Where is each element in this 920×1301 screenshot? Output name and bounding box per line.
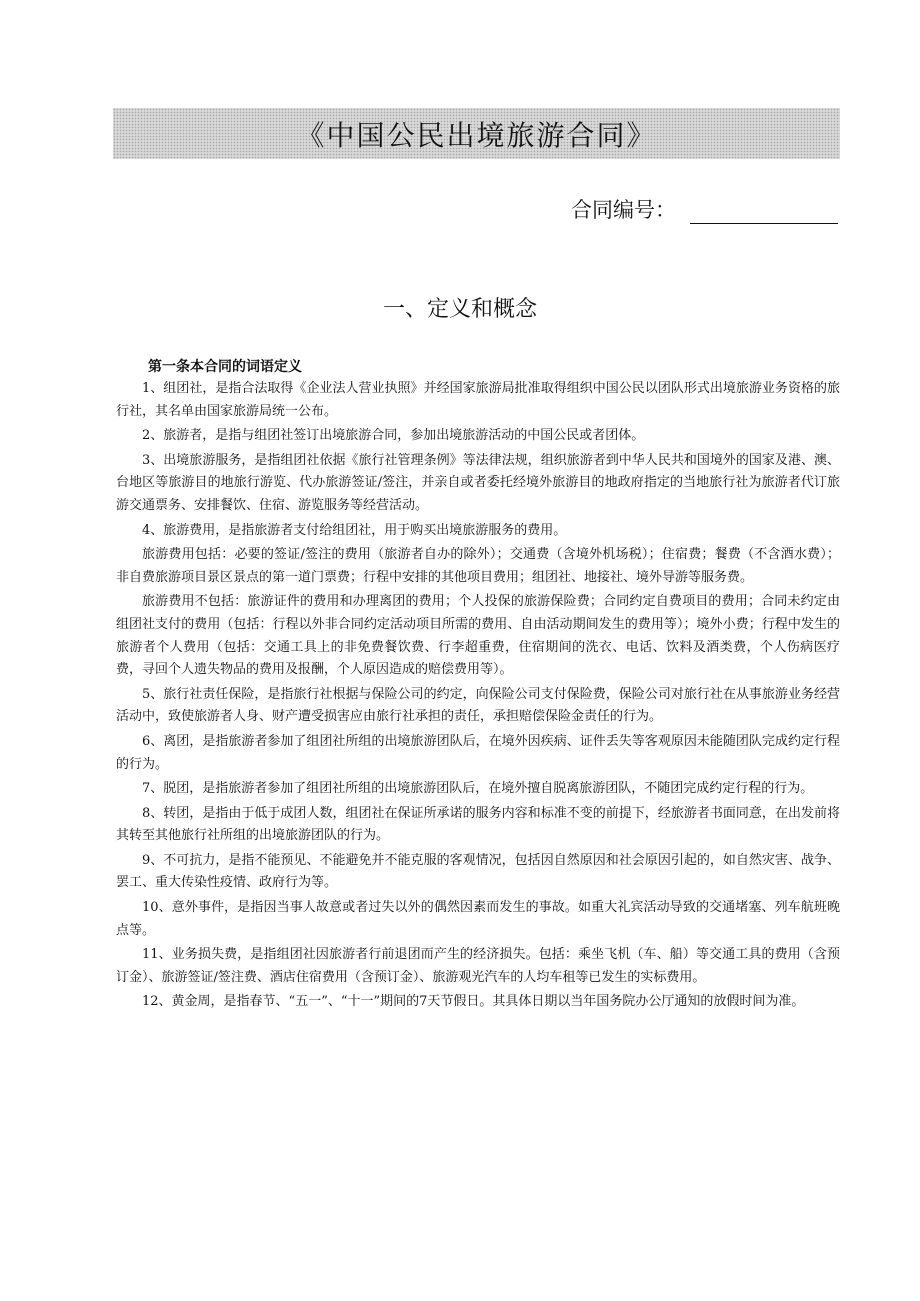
paragraph: 6、离团，是指旅游者参加了组团社所组的出境旅游团队后，在境外因疾病、证件丢失等客观原因未能随团队完成约定行程的行为。 <box>116 733 840 772</box>
paragraph: 旅游费用不包括：旅游证件的费用和办理离团的费用；个人投保的旅游保险费；合同约定自费项目的费用；合同未约定由组团社支付的费用（包括：行程以外非合同约定活动项目所需的费用、自由活动期间发生的费用等）；境外小费；行程中发生的旅游者个人费用（包括：交通工具上的非免费餐饮费、行李超重费，住宿期间的洗衣、电话、饮料及酒类费，个人伤病医疗费，寻回个人遗失物品的费用及报酬，个人原因造成的赔偿费用等）。 <box>116 594 840 678</box>
paragraph: 3、出境旅游服务，是指组团社依据《旅行社管理条例》等法律法规，组织旅游者到中华人民共和国境外的国家及港、澳、台地区等旅游目的地旅行游览、代办旅游签证/签注，并亲自或者委托经境外旅游目的地政府指定的当地旅行社为旅游者代订旅游交通票务、安排餐饮、住宿、游览服务等经营活动。 <box>116 452 840 513</box>
article-heading: 第一条本合同的词语定义 <box>148 359 302 375</box>
paragraph: 12、黄金周，是指春节、“五一”、“十一”期间的7天节假日。其具体日期以当年国务院办公厅通知的放假时间为准。 <box>142 994 805 1010</box>
contract-number-label: 合同编号： <box>571 198 676 222</box>
paragraph: 旅游费用包括：必要的签证/签注的费用（旅游者自办的除外）；交通费（含境外机场税）；住宿费；餐费（不含酒水费）；非自费旅游项目景区景点的第一道门票费；行程中安排的其他项目费用；组团社、地接社、境外导游等服务费。 <box>116 547 840 585</box>
contract-number <box>571 194 838 224</box>
contract-number-blank-line <box>690 201 838 224</box>
document-title-banner <box>113 108 840 159</box>
paragraph: 10、意外事件，是指因当事人故意或者过失以外的偶然因素而发生的事故。如重大礼宾活动导致的交通堵塞、列车航班晚点等。 <box>116 900 840 938</box>
paragraph: 8、转团，是指由于低于成团人数，组团社在保证所承诺的服务内容和标准不变的前提下，经旅游者书面同意，在出发前将其转至其他旅行社所组的出境旅游团队的行为。 <box>116 805 840 844</box>
paragraph: 11、业务损失费，是指组团社因旅游者行前退团而产生的经济损失。包括：乘坐飞机（车、船）等交通工具的费用（含预订金）、旅游签证/签注费、酒店住宿费用（含预订金）、旅游观光汽车的人均车租等已发生的实标费用。 <box>116 947 840 985</box>
paragraph: 1、组团社，是指合法取得《企业法人营业执照》并经国家旅游局批准取得组织中国公民以团队形式出境旅游业务资格的旅行社，其名单由国家旅游局统一公布。 <box>116 381 840 419</box>
paragraph: 9、不可抗力，是指不能预见、不能避免并不能克服的客观情况，包括因自然原因和社会原因引起的，如自然灾害、战争、罢工、重大传染性疫情、政府行为等。 <box>116 852 840 891</box>
article-body <box>116 378 840 1016</box>
paragraph: 5、旅行社责任保险，是指旅行社根据与保险公司的约定，向保险公司支付保险费，保险公司对旅行社在从事旅游业务经营活动中，致使旅游者人身、财产遭受损害应由旅行社承担的责任，承担赔偿保险金责任的行为。 <box>116 686 840 725</box>
document-title: 《中国公民出境旅游合同》 <box>296 118 657 152</box>
paragraph: 2、旅游者，是指与组团社签订出境旅游合同，参加出境旅游活动的中国公民或者团体。 <box>142 428 645 444</box>
paragraph: 7、脱团，是指旅游者参加了组团社所组的出境旅游团队后，在境外擅自脱离旅游团队，不随团完成约定行程的行为。 <box>142 781 814 797</box>
paragraph: 4、旅游费用，是指旅游者支付给组团社，用于购买出境旅游服务的费用。 <box>142 522 567 538</box>
section-title: 一、定义和概念 <box>382 297 537 322</box>
